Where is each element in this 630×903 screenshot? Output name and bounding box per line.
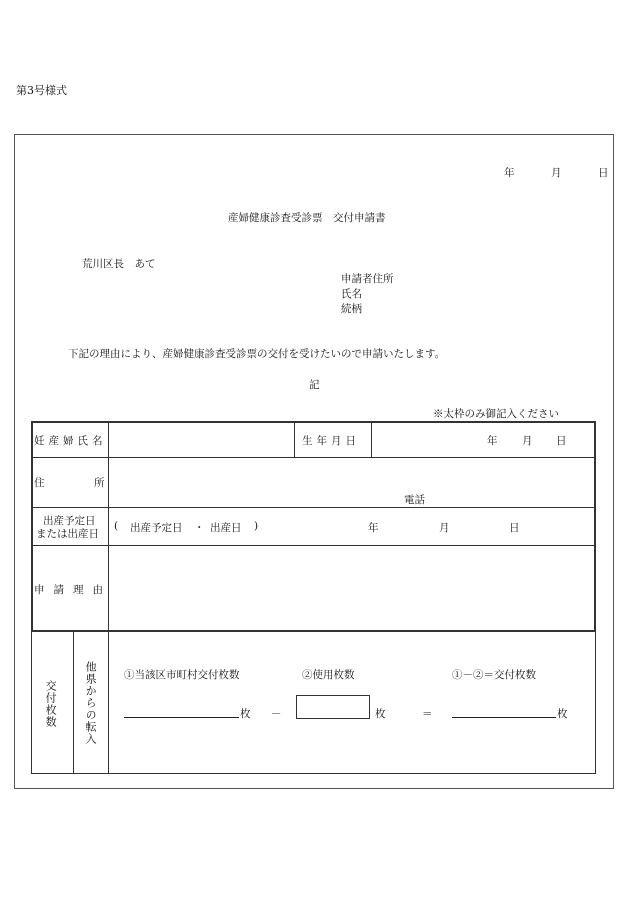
delivery-date-label-2: または出産日 [36,528,99,540]
reason-field[interactable] [110,547,594,629]
col2-input-box[interactable] [296,695,370,719]
form-title: 産婦健康診査受診票 交付申請書 [228,212,386,224]
col1-header: ①当該区市町村交付枚数 [124,669,240,681]
date-year: 年 [504,167,515,179]
applicant-name-label: 氏名 [341,288,362,300]
body-text: 下記の理由により、産婦健康診査受診票の交付を受けたいので申請いたします。 [68,348,446,360]
pregnant-name-label: 妊産婦氏名 [34,435,107,447]
applicant-relation-label: 続柄 [341,303,362,315]
equals-sign: ＝ [422,708,433,720]
addressee: 荒川区長 あて [82,258,156,270]
issue-count-label: 交付枚数 [44,680,58,728]
paren-close: ) [254,520,259,532]
birth-month: 月 [522,435,533,447]
birthdate-label: 生年月日 [302,435,360,447]
fill-note: ※太枠のみ御記入ください [433,408,559,420]
col1-unit: 枚 [240,708,251,720]
delivery-date-label-1: 出産予定日 [43,515,96,527]
minus-sign: － [271,708,282,720]
ki-label: 記 [309,379,320,391]
col2-unit: 枚 [375,708,386,720]
delivery-day: 日 [509,522,520,534]
address-label-left: 住 [34,477,45,489]
address-label-right: 所 [94,477,105,489]
reason-label: 申請理由 [34,584,112,596]
delivery-year: 年 [368,522,379,534]
address-field[interactable] [110,459,594,507]
date-day: 日 [598,167,609,179]
paren-open: ( [114,520,119,532]
col2-header: ②使用枚数 [302,669,355,681]
form-number: 第3号様式 [16,84,67,97]
delivery-month: 月 [439,522,450,534]
col3-unit: 枚 [557,708,568,720]
option-birth-date[interactable]: 出産日 [210,522,242,534]
birth-day: 日 [556,435,567,447]
option-due-date[interactable]: 出産予定日 [130,522,183,534]
phone-label: 電話 [404,494,425,506]
col3-header: ①－②＝交付枚数 [452,669,536,681]
col1-underline[interactable] [124,717,239,718]
applicant-address-label: 申請者住所 [341,273,394,285]
option-separator: ・ [194,522,205,534]
birth-year: 年 [487,435,498,447]
date-month: 月 [551,167,562,179]
pregnant-name-field[interactable] [110,423,294,458]
transfer-label: 他県からの転入 [84,661,98,745]
col3-underline[interactable] [452,717,556,718]
